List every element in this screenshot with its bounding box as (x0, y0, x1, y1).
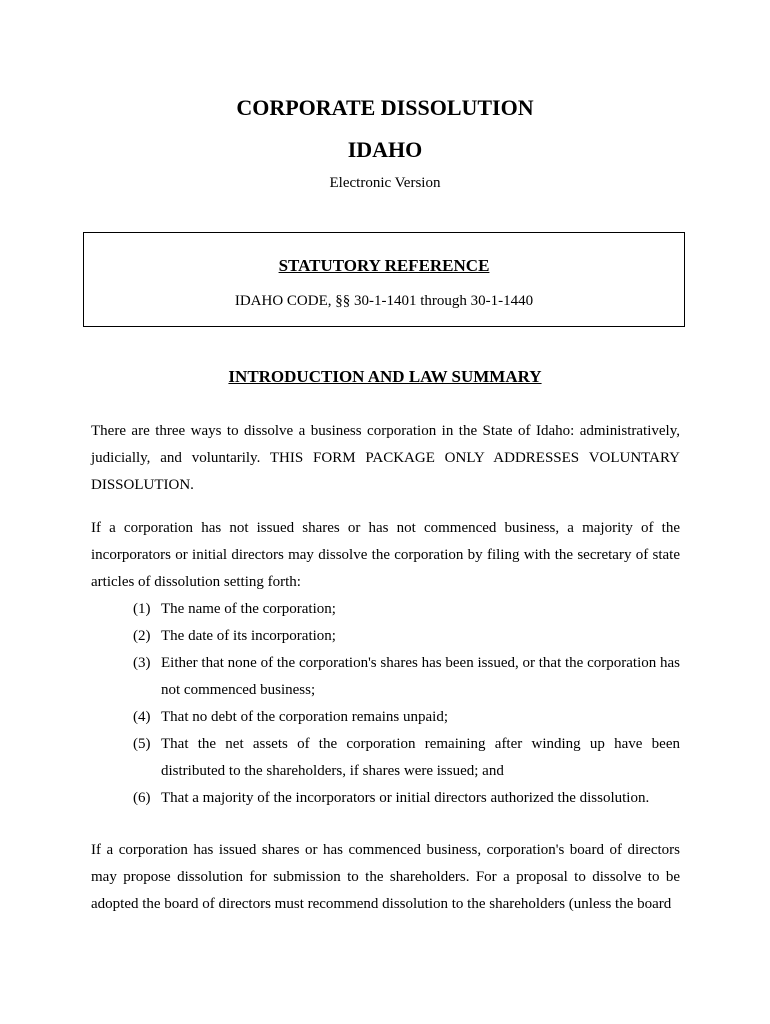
list-item-text: That a majority of the incorporators or initial directors authorized the dissolution. (161, 790, 650, 806)
list-item-text: That the net assets of the corporation remaining after winding up have been distributed to the shareholders, if shares were issued; and (161, 736, 680, 779)
list-item-text: Either that none of the corporation's shares has been issued, or that the corporation has not commenced business; (161, 655, 680, 698)
list-item (133, 650, 680, 704)
list-item-text: The name of the corporation; (161, 601, 336, 617)
list-item-number: (6) (133, 790, 151, 806)
list-item-text: That no debt of the corporation remains unpaid; (161, 709, 448, 725)
document-title: CORPORATE DISSOLUTION (236, 95, 534, 120)
intro-paragraph-3: If a corporation has issued shares or has commenced business, corporation's board of directors may propose dissolution for submission to the shareholders. For a proposal to dissolve to be adopted the board of directors must recommend dissolution to the shareholders (unless the board (91, 842, 680, 912)
introduction-heading: INTRODUCTION AND LAW SUMMARY (228, 367, 542, 386)
list-item-text: The date of its incorporation; (161, 628, 336, 644)
list-item (133, 704, 680, 731)
list-item-number: (5) (133, 736, 151, 752)
list-item (133, 785, 680, 812)
list-item-number: (4) (133, 709, 151, 725)
statutory-reference-heading: STATUTORY REFERENCE (278, 256, 490, 275)
document-state: IDAHO (347, 137, 423, 162)
intro-paragraph-1: There are three ways to dissolve a business corporation in the State of Idaho: administratively, judicially, and voluntarily. THIS FORM PACKAGE ONLY ADDRESSES VOLUNTARY DISSOLUTION. (91, 423, 680, 493)
list-item-number: (1) (133, 601, 151, 617)
statutory-reference-box (83, 232, 685, 327)
intro-paragraph-2: If a corporation has not issued shares or has not commenced business, a majority of the incorporators or initial directors may dissolve the corporation by filing with the secretary of state articles of dissolution setting forth: (91, 520, 680, 590)
list-item (133, 596, 680, 623)
document-subtitle: Electronic Version (329, 175, 441, 191)
articles-requirements-list (133, 596, 680, 812)
statutory-reference-code: IDAHO CODE, §§ 30-1-1401 through 30-1-1440 (234, 293, 534, 309)
list-item (133, 623, 680, 650)
list-item-number: (3) (133, 655, 151, 671)
list-item-number: (2) (133, 628, 151, 644)
list-item (133, 731, 680, 785)
